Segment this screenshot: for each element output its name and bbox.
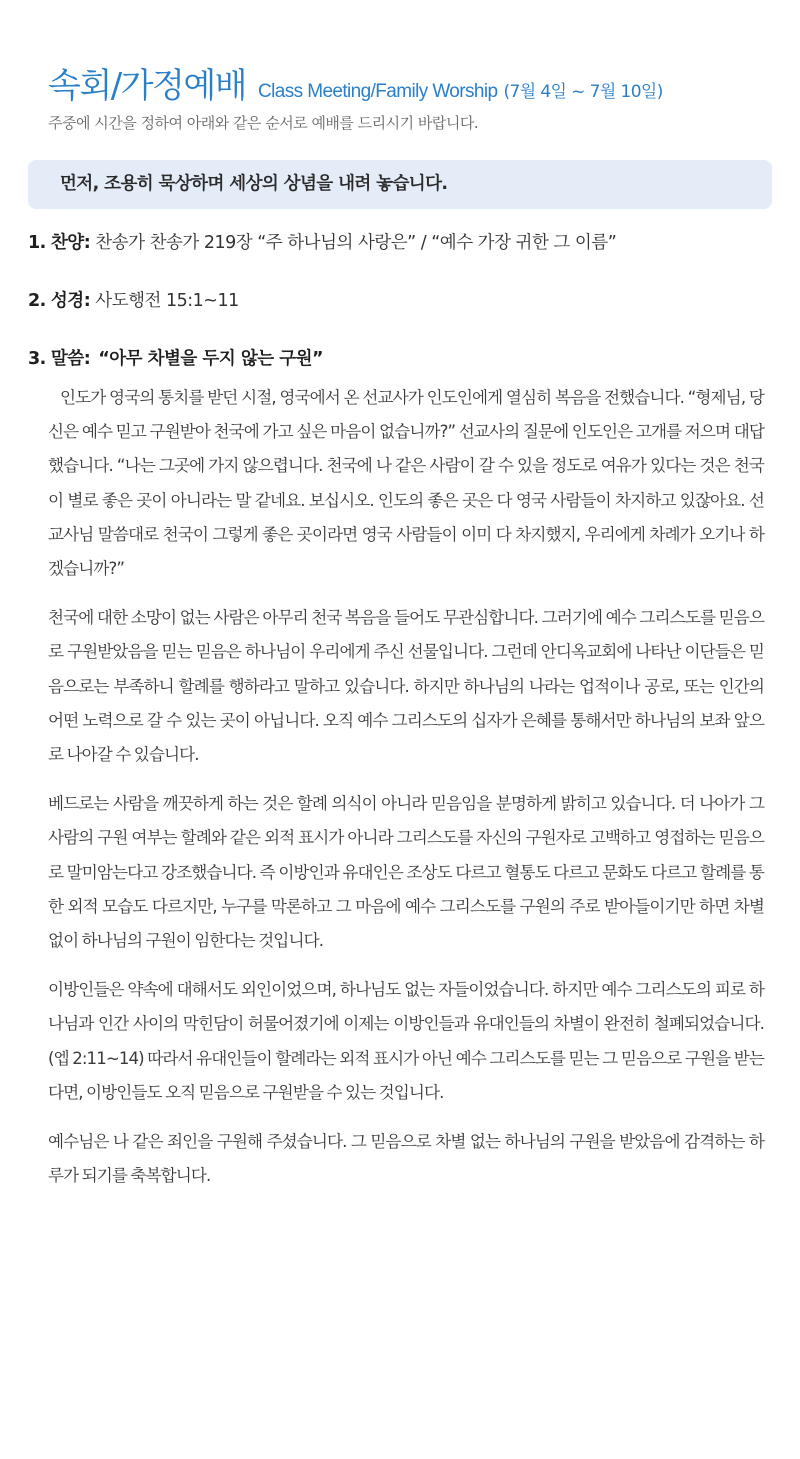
order-label: 찬양: — [50, 233, 91, 253]
sermon-paragraph: 천국에 대한 소망이 없는 사람은 아무리 천국 복음을 들어도 무관심합니다. 그러기에 예수 그리스도를 믿음으로 구원받았음을 믿는 믿음은 하나님이 우리에게 주신 선물입니다. 그런데 안디옥교회에 나타난 이단들은 믿음으로는 부족하니 할례를 행하라고 말하고 있습니다. 하지만 하나님의 나라는 업적이나 공로, 또는 인간의 어떤 노력으로 갈 수 있는 곳이 아닙니다. 오직 예수 그리스도의 십자가 은혜를 통해서만 하나님의 보좌 앞으로 나아갈 수 있습니다. — [48, 608, 764, 765]
order-item-sermon — [28, 342, 772, 377]
sermon-paragraph: 예수님은 나 같은 죄인을 구원해 주셨습니다. 그 믿음으로 차별 없는 하나님의 구원을 받았음에 감격하는 하루가 되기를 축복합니다. — [48, 1132, 764, 1186]
sermon-body — [28, 381, 772, 1193]
order-label: 성경: — [50, 291, 91, 311]
page-title-english: Class Meeting/Family Worship — [258, 81, 498, 102]
order-text: 찬송가 찬송가 219장 “주 하나님의 사랑은” / “예수 가장 귀한 그 이름” — [95, 233, 617, 253]
page-header — [28, 0, 772, 106]
sermon-paragraph: 베드로는 사람을 깨끗하게 하는 것은 할례 의식이 아니라 믿음임을 분명하게 밝히고 있습니다. 더 나아가 그 사람의 구원 여부는 할례와 같은 외적 표시가 아니라 그리스도를 자신의 구원자로 고백하고 영접하는 믿음으로 말미암는다고 강조했습니다. 즉 이방인과 유대인은 조상도 다르고 혈통도 다르고 문화도 다르고 할례를 통한 외적 모습도 다르지만, 누구를 막론하고 그 마음에 예수 그리스도를 구원의 주로 받아들이기만 하면 차별 없이 하나님의 구원이 임한다는 것입니다. — [48, 794, 764, 951]
instructions-text: 주중에 시간을 정하여 아래와 같은 순서로 예배를 드리시기 바랍니다. — [48, 114, 479, 132]
page-title: 속회/가정예배 — [48, 66, 247, 106]
sermon-title: “아무 차별을 두지 않는 구원” — [98, 349, 324, 369]
meditation-callout: 먼저, 조용히 묵상하며 세상의 상념을 내려 놓습니다. — [28, 160, 772, 209]
order-label: 말씀: — [50, 349, 91, 369]
order-number: 3. — [28, 349, 46, 369]
date-range: (7월 4일 ~ 7월 10일) — [503, 82, 663, 102]
sermon-paragraph: 이방인들은 약속에 대해서도 외인이었으며, 하나님도 없는 자들이었습니다. 하지만 예수 그리스도의 피로 하나님과 인간 사이의 막힌담이 허물어졌기에 이제는 이방인들과 유대인들의 차별이 완전히 철폐되었습니다. (엡 2:11~14) 따라서 유대인들이 할례라는 외적 표시가 아닌 예수 그리스도를 믿는 그 믿음으로 구원을 받는다면, 이방인들도 오직 믿음으로 구원받을 수 있는 것입니다. — [48, 980, 764, 1102]
sermon-paragraph: 인도가 영국의 통치를 받던 시절, 영국에서 온 선교사가 인도인에게 열심히 복음을 전했습니다. “형제님, 당신은 예수 믿고 구원받아 천국에 가고 싶은 마음이 없습니까?” 선교사의 질문에 인도인은 고개를 저으며 대답했습니다. “나는 그곳에 가지 않으렵니다. 천국에 나 같은 사람이 갈 수 있을 정도로 여유가 있다는 것은 천국이 별로 좋은 곳이 아니라는 말 같네요. 보십시오. 인도의 좋은 곳은 다 영국 사람들이 차지하고 있잖아요. 선교사님 말씀대로 천국이 그렇게 좋은 곳이라면 영국 사람들이 이미 다 차지했지, 우리에게 차례가 오기나 하겠습니까?” — [48, 388, 764, 579]
order-item-praise — [28, 226, 772, 261]
order-item-scripture — [28, 284, 772, 319]
order-number: 1. — [28, 233, 46, 253]
order-number: 2. — [28, 291, 46, 311]
order-text: 사도행전 15:1~11 — [95, 291, 239, 311]
